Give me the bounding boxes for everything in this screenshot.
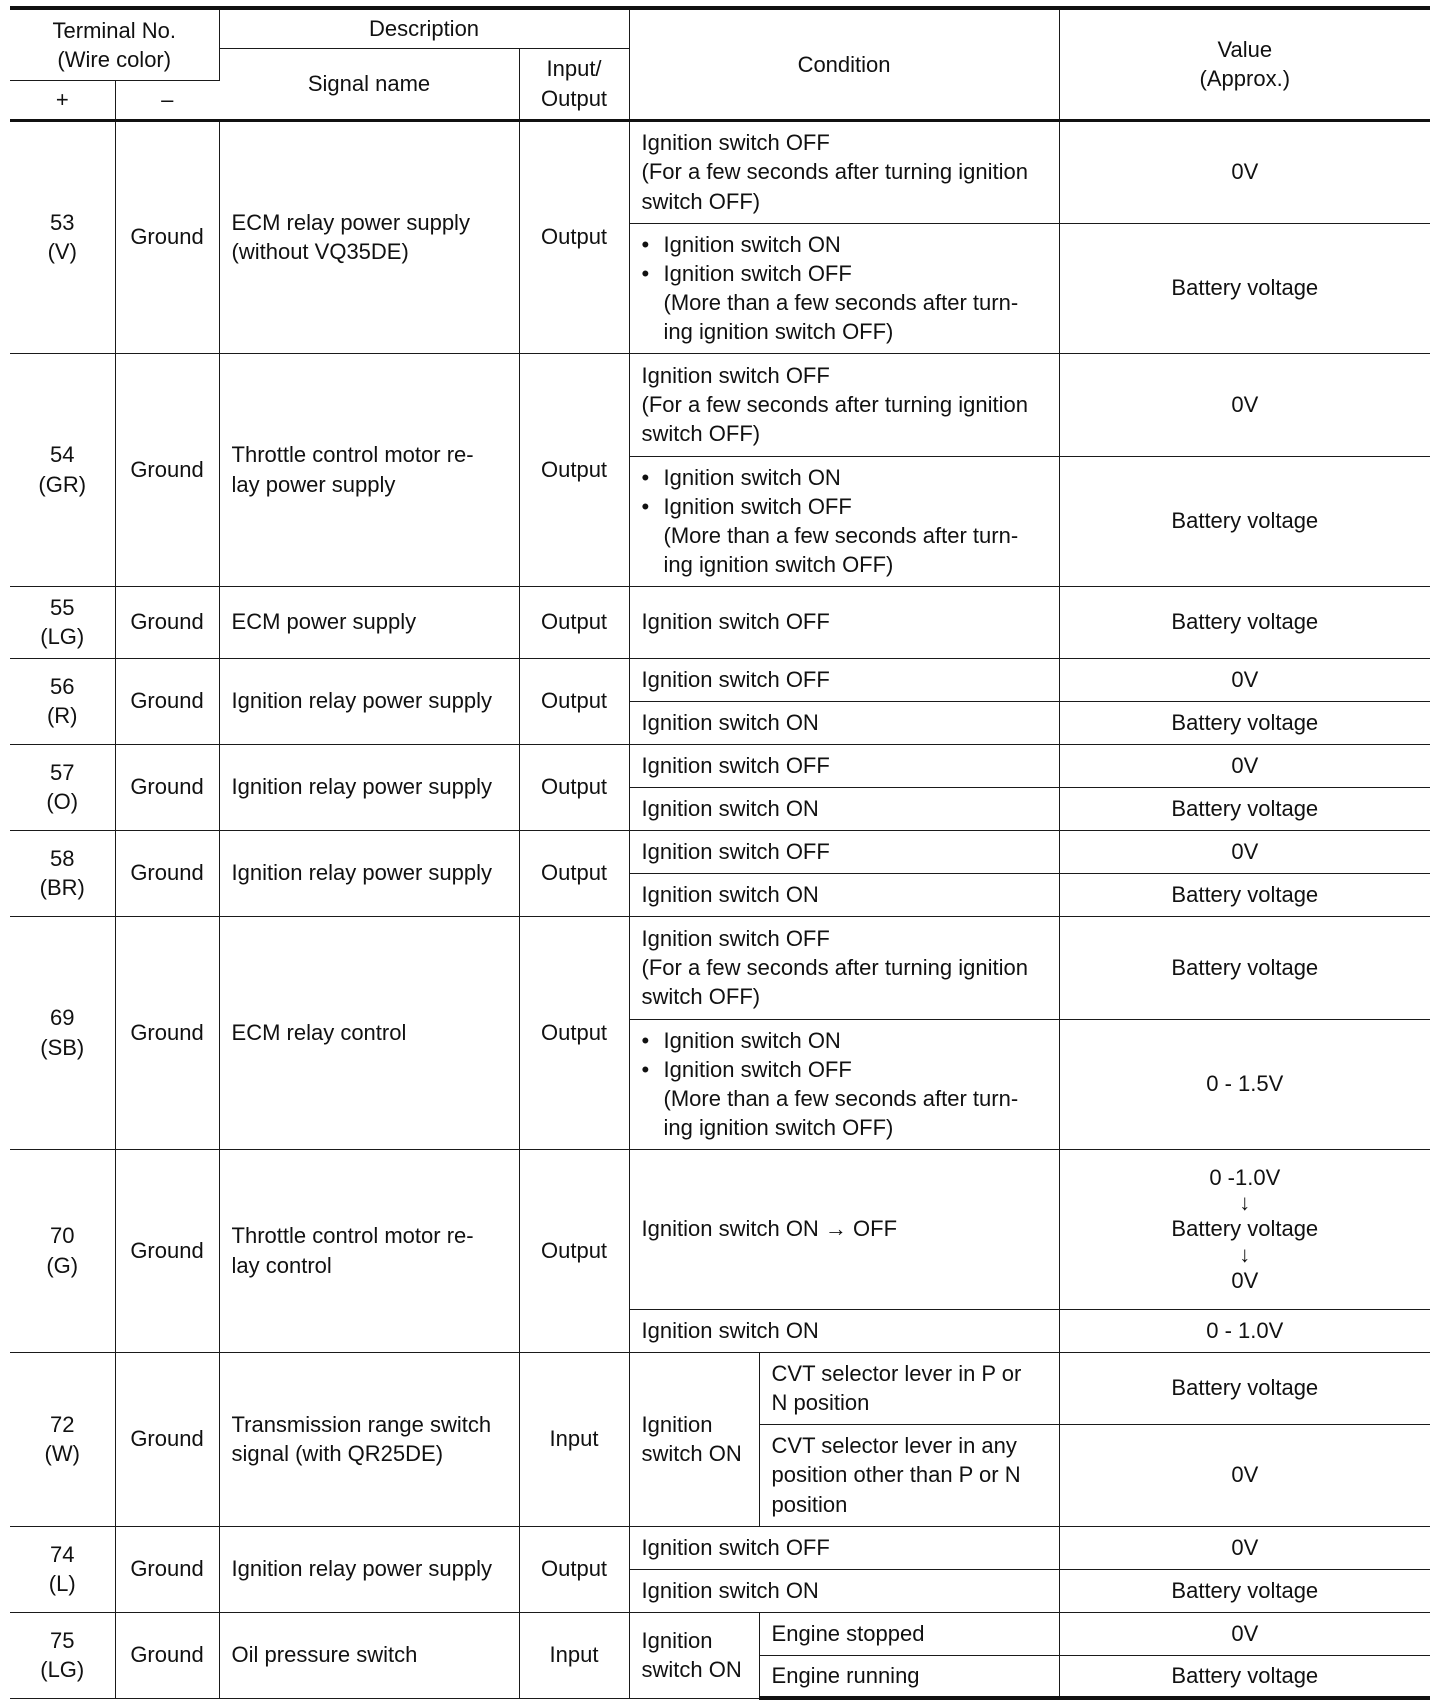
terminal-cell: 75 (LG) — [10, 1612, 115, 1698]
terminal-cell: 53 (V) — [10, 120, 115, 353]
table-row — [10, 658, 1430, 701]
signal-name-cell: Ignition relay power supply — [219, 744, 519, 830]
value-cell: 0 - 1.0V — [1059, 1309, 1430, 1352]
table-row — [10, 830, 1430, 873]
signal-name-cell: Transmission range switch signal (with QR25DE) — [219, 1352, 519, 1526]
condition-line: Ignition switch OFF — [641, 925, 830, 951]
table-row — [10, 1149, 1430, 1309]
terminal-cell: 69 (SB) — [10, 916, 115, 1149]
signal-name-cell: Throttle control motor re- lay power supply — [219, 353, 519, 586]
ground-cell: Ground — [115, 744, 219, 830]
ground-cell: Ground — [115, 586, 219, 658]
signal-name-cell: ECM power supply — [219, 586, 519, 658]
condition-cell — [629, 223, 1059, 353]
table-body — [10, 120, 1430, 1698]
terminal-spec-sheet — [10, 6, 1430, 1700]
value-cell: 0 - 1.5V — [1059, 1019, 1430, 1149]
io-cell: Output — [519, 586, 629, 658]
value-cell — [1059, 1149, 1430, 1309]
condition-cell: CVT selector lever in P or N position — [759, 1352, 1059, 1424]
value-cell: Battery voltage — [1059, 223, 1430, 353]
io-cell: Output — [519, 658, 629, 744]
header-signal-name: Signal name — [219, 48, 519, 120]
header-minus: – — [115, 80, 219, 120]
ground-cell: Ground — [115, 353, 219, 586]
table-row — [10, 744, 1430, 787]
value-cell: Battery voltage — [1059, 1655, 1430, 1698]
table-row — [10, 1526, 1430, 1569]
value-line: 0 -1.0V — [1209, 1165, 1281, 1191]
ground-cell: Ground — [115, 916, 219, 1149]
condition-cell: Ignition switch OFF — [629, 586, 1059, 658]
condition-bullet: • Ignition switch ON — [642, 230, 1047, 259]
value-cell: Battery voltage — [1059, 1569, 1430, 1612]
signal-name-cell: Ignition relay power supply — [219, 830, 519, 916]
value-cell: Battery voltage — [1059, 916, 1430, 1019]
value-cell: Battery voltage — [1059, 586, 1430, 658]
header-terminal: Terminal No. (Wire color) — [10, 8, 219, 80]
ground-cell: Ground — [115, 658, 219, 744]
condition-bullet: • Ignition switch OFF — [642, 492, 1047, 521]
condition-cell: Ignition switch ON → OFF — [629, 1149, 1059, 1309]
condition-cell: Ignition switch ON — [629, 701, 1059, 744]
terminal-cell: 74 (L) — [10, 1526, 115, 1612]
ground-cell: Ground — [115, 1149, 219, 1352]
table-header — [10, 8, 1430, 120]
value-cell: 0V — [1059, 120, 1430, 223]
condition-cell — [629, 456, 1059, 586]
value-line: Battery voltage — [1171, 1216, 1319, 1242]
condition-group-cell: Ignition switch ON — [629, 1352, 759, 1526]
value-cell: 0V — [1059, 830, 1430, 873]
io-cell: Input — [519, 1352, 629, 1526]
condition-cell — [629, 1019, 1059, 1149]
condition-cell — [629, 120, 1059, 223]
value-cell: Battery voltage — [1059, 1352, 1430, 1424]
signal-name-cell: ECM relay power supply (without VQ35DE) — [219, 120, 519, 353]
condition-bullets — [642, 1026, 1047, 1084]
header-value: Value (Approx.) — [1059, 8, 1430, 120]
table-row — [10, 120, 1430, 223]
table-row — [10, 586, 1430, 658]
down-arrow-icon: ↓ — [1239, 1190, 1251, 1216]
table-row — [10, 1352, 1430, 1424]
signal-name-cell: Oil pressure switch — [219, 1612, 519, 1698]
condition-bullets — [642, 463, 1047, 521]
down-arrow-icon: ↓ — [1239, 1241, 1251, 1267]
io-cell: Output — [519, 744, 629, 830]
value-cell: Battery voltage — [1059, 701, 1430, 744]
table-row — [10, 1612, 1430, 1655]
condition-note: (More than a few seconds after turn- ing ignition switch OFF) — [663, 290, 1019, 345]
terminal-cell: 54 (GR) — [10, 353, 115, 586]
io-cell: Output — [519, 120, 629, 353]
table-row — [10, 353, 1430, 456]
signal-name-cell: ECM relay control — [219, 916, 519, 1149]
condition-cell: Ignition switch ON — [629, 1569, 1059, 1612]
value-cell: 0V — [1059, 744, 1430, 787]
header-input-output: Input/ Output — [519, 48, 629, 120]
condition-note: (For a few seconds after turning ignition switch OFF) — [641, 159, 1028, 214]
io-cell: Output — [519, 916, 629, 1149]
condition-cell: Ignition switch OFF — [629, 744, 1059, 787]
condition-note: (For a few seconds after turning ignition switch OFF) — [641, 391, 1028, 447]
value-cell: 0V — [1059, 353, 1430, 456]
condition-cell — [629, 353, 1059, 456]
io-cell: Output — [519, 1526, 629, 1612]
condition-cell — [629, 916, 1059, 1019]
condition-cell: CVT selector lever in any position other than P or N position — [759, 1424, 1059, 1526]
terminal-cell: 58 (BR) — [10, 830, 115, 916]
condition-group-cell: Ignition switch ON — [629, 1612, 759, 1698]
condition-bullet: • Ignition switch ON — [642, 463, 1047, 492]
ground-cell: Ground — [115, 1612, 219, 1698]
condition-line: Ignition switch OFF — [641, 362, 830, 388]
condition-bullet: • Ignition switch OFF — [642, 259, 1047, 288]
value-cell: 0V — [1059, 1612, 1430, 1655]
condition-cell: Engine stopped — [759, 1612, 1059, 1655]
value-line: 0V — [1231, 1267, 1259, 1293]
value-cell: 0V — [1059, 658, 1430, 701]
header-plus: + — [10, 80, 115, 120]
io-cell: Output — [519, 1149, 629, 1352]
condition-note: (More than a few seconds after turn- ing ignition switch OFF) — [663, 523, 1019, 578]
terminal-cell: 56 (R) — [10, 658, 115, 744]
ground-cell: Ground — [115, 120, 219, 353]
condition-cell: Ignition switch OFF — [629, 658, 1059, 701]
condition-note: (More than a few seconds after turn- ing ignition switch OFF) — [663, 1086, 1019, 1141]
condition-cell: Ignition switch ON — [629, 1309, 1059, 1352]
ecm-terminal-table — [10, 6, 1430, 1700]
value-cell: 0V — [1059, 1526, 1430, 1569]
condition-cell: Ignition switch OFF — [629, 830, 1059, 873]
terminal-cell: 57 (O) — [10, 744, 115, 830]
header-condition: Condition — [629, 8, 1059, 120]
signal-name-cell: Ignition relay power supply — [219, 658, 519, 744]
condition-line: Ignition switch OFF — [641, 130, 830, 156]
condition-note: (For a few seconds after turning ignition switch OFF) — [641, 954, 1028, 1010]
condition-bullet: • Ignition switch OFF — [642, 1055, 1047, 1084]
table-row — [10, 916, 1430, 1019]
io-cell: Output — [519, 353, 629, 586]
value-cell: Battery voltage — [1059, 456, 1430, 586]
condition-cell: Ignition switch ON — [629, 873, 1059, 916]
signal-name-cell: Ignition relay power supply — [219, 1526, 519, 1612]
condition-cell: Ignition switch ON — [629, 787, 1059, 830]
value-cell: Battery voltage — [1059, 787, 1430, 830]
io-cell: Input — [519, 1612, 629, 1698]
condition-cell: Ignition switch OFF — [629, 1526, 1059, 1569]
condition-bullets — [642, 230, 1047, 288]
terminal-cell: 70 (G) — [10, 1149, 115, 1352]
ground-cell: Ground — [115, 1352, 219, 1526]
value-cell: Battery voltage — [1059, 873, 1430, 916]
terminal-cell: 72 (W) — [10, 1352, 115, 1526]
signal-name-cell: Throttle control motor re- lay control — [219, 1149, 519, 1352]
condition-bullet: • Ignition switch ON — [642, 1026, 1047, 1055]
terminal-cell: 55 (LG) — [10, 586, 115, 658]
ground-cell: Ground — [115, 830, 219, 916]
ground-cell: Ground — [115, 1526, 219, 1612]
io-cell: Output — [519, 830, 629, 916]
condition-cell: Engine running — [759, 1655, 1059, 1698]
value-cell: 0V — [1059, 1424, 1430, 1526]
header-description: Description — [219, 8, 629, 48]
